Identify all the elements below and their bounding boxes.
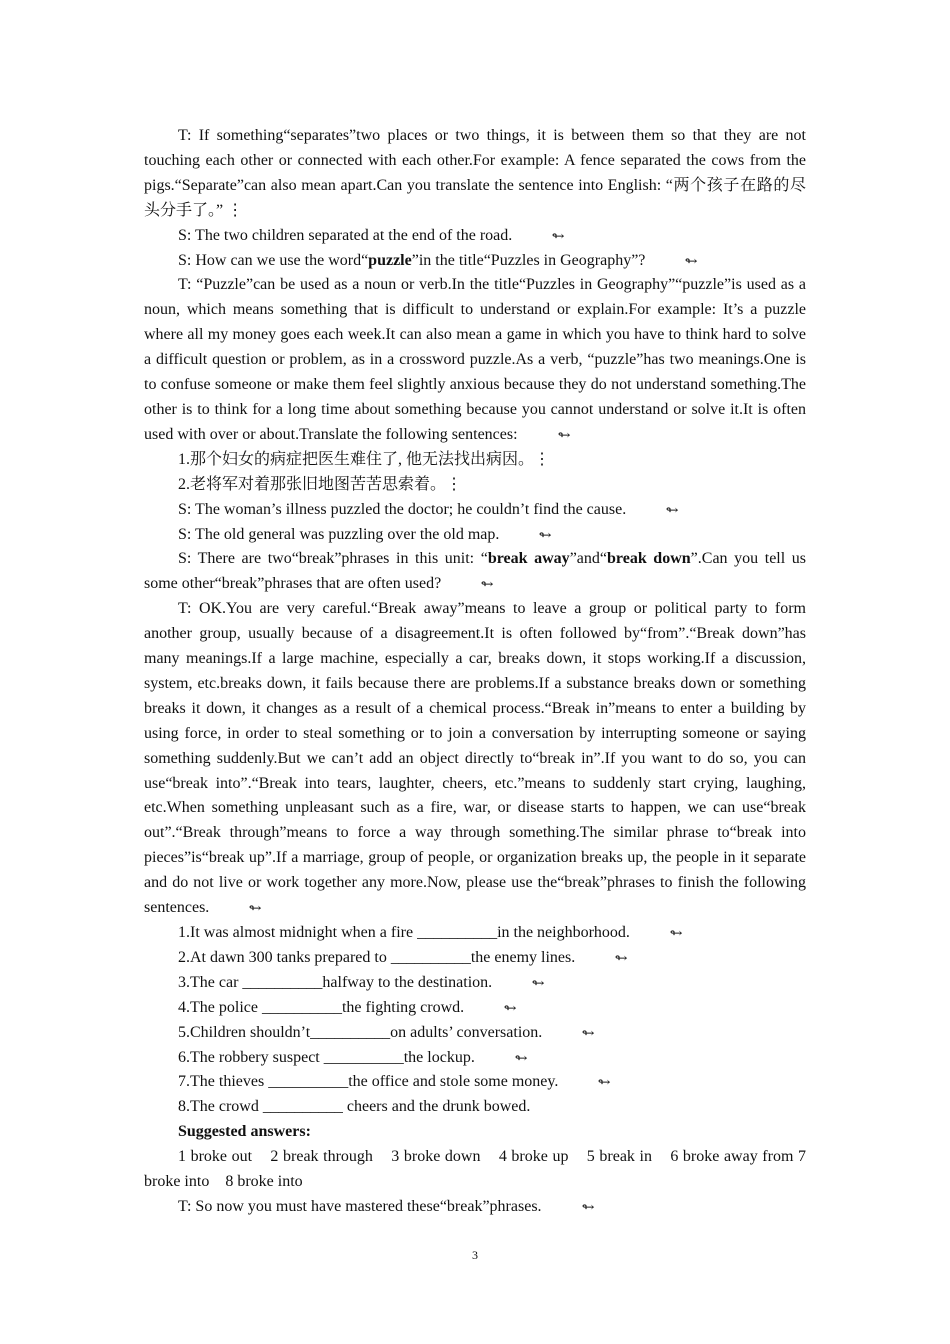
paragraph-mark-icon: ↬ [480, 577, 494, 592]
document-body [144, 124, 810, 1220]
paragraph [144, 224, 806, 249]
exercise-item [144, 1070, 806, 1095]
text: 1 broke out 2 break through 3 broke down 4 broke up 5 break in 6 broke away from 7 broke into 8 broke into [144, 1148, 810, 1191]
text: 7.The thieves __________the office and stole some money. [178, 1073, 559, 1091]
paragraph-mark-icon: ↬ [514, 1050, 528, 1065]
text: T: If something“separates”two places or two things, it is between them so that they are not touching each other or connected with each other.For example: A fence separated the cows from the pigs.“Separate”can also mean apart.Can you translate the sentence into English: “两个孩子在路的尽头分手了。” ⋮ [144, 127, 806, 219]
paragraph [144, 249, 806, 274]
paragraph [144, 273, 806, 447]
bold-text: Suggested answers: [178, 1123, 311, 1141]
text: 1.It was almost midnight when a fire __________in the neighborhood. [178, 924, 630, 941]
exercise-item [144, 1021, 806, 1046]
paragraph [144, 124, 806, 224]
text: 6.The robbery suspect __________the lockup. [178, 1048, 475, 1066]
text: T: OK.You are very careful.“Break away”means to leave a group or political party to form another group, usually because of a disagreement.It is often followed by“from”.“Break down”has many meanings.If a large machine, especially a car, breaks down, it stops working.If a discussion, system, etc.breaks down, it fails because there are problems.If a substance breaks down or something breaks it down, it changes as a result of a chemical process.“Break in”means to enter a building by using force, in order to steal something or to join a conversation by interrupting someone or saying something suddenly.But we can’t add an object directly to“break in”.If you want to do so, you can use“break into”.“Break into tears, laughter, cheers, etc.”means to suddenly start crying, laughing, etc.When something unpleasant such as a fire, war, or disease starts to happen, we can use“break out”.“Break through”means to force a way through something.The similar phrase to“break into pieces”is“break up”.If a marriage, group of people, or organization breaks up, the people in it separate and do not live or work together any more.Now, please use the“break”phrases to finish the following sentences. [144, 600, 806, 917]
paragraph [144, 597, 806, 921]
text: T: “Puzzle”can be used as a noun or verb.In the title“Puzzles in Geography”“puzzle”is used as a noun, which means something that is difficult to understand or explain.For example: It’s a puzzle where all my money goes each week.It can also mean a game in which you have to think hard to solve a difficult question or problem, as in a crossword puzzle.As a verb, “puzzle”has two meanings.One is to confuse someone or make them feel slightly anxious because they do not understand something.The other is to think for a long time about something because you cannot understand or solve it.It is often used with over or about.Translate the following sentences: [144, 276, 806, 443]
text: 5.Children shouldn’t__________on adults’ conversation. [178, 1023, 543, 1041]
paragraph-mark-icon: ↬ [557, 427, 571, 442]
paragraph-mark-icon: ↬ [538, 527, 553, 542]
paragraph [144, 523, 806, 548]
bold-text: break away [487, 550, 570, 568]
bold-text: puzzle [368, 251, 412, 269]
paragraph [144, 547, 806, 597]
exercise-item [144, 971, 806, 996]
paragraph-mark-icon: ↬ [503, 1000, 517, 1015]
text: 3.The car __________halfway to the destination. [178, 973, 493, 991]
paragraph-mark-icon: ↬ [597, 1075, 612, 1090]
exercise-item [144, 1095, 806, 1120]
text: S: The old general was puzzling over the old map. [178, 525, 500, 543]
paragraph [144, 1195, 806, 1220]
text: 2.老将军对着那张旧地图苦苦思索着。⋮ [178, 475, 463, 493]
paragraph [144, 473, 806, 498]
paragraph-mark-icon: ↬ [614, 950, 628, 965]
paragraph-mark-icon: ↬ [581, 1025, 595, 1040]
text: 8.The crowd __________ cheers and the drunk bowed. [178, 1098, 531, 1116]
paragraph [144, 498, 806, 523]
paragraph [144, 448, 806, 473]
text: 4.The police __________the fighting crowd. [178, 998, 465, 1016]
paragraph-mark-icon: ↬ [669, 926, 683, 940]
text: 1.那个妇女的病症把医生难住了, 他无法找出病因。⋮ [178, 450, 551, 468]
paragraph-mark-icon: ↬ [551, 228, 565, 243]
text: T: So now you must have mastered these“break”phrases. [178, 1197, 542, 1215]
text: ”and“ [569, 550, 607, 568]
paragraph-mark-icon: ↬ [248, 901, 262, 916]
page-number: 3 [472, 1248, 478, 1262]
text: 2.At dawn 300 tanks prepared to __________the enemy lines. [178, 948, 576, 966]
text: S: There are two“break”phrases in this unit: “ [178, 550, 488, 568]
answers [144, 1145, 810, 1195]
bold-text: break down [607, 550, 691, 568]
exercise-item [144, 946, 806, 971]
text: S: The woman’s illness puzzled the doctor; he couldn’t find the cause. [178, 500, 627, 518]
text: S: How can we use the word“ [178, 251, 369, 269]
answers-heading [144, 1120, 806, 1145]
paragraph-mark-icon: ↬ [684, 253, 699, 268]
exercise-item [144, 996, 806, 1021]
text: ”in the title“Puzzles in Geography”? [411, 251, 646, 269]
exercise-item [144, 1046, 806, 1071]
text: S: The two children separated at the end of the road. [178, 226, 513, 244]
text: ”.Can you tell us some other“break”phrases that are often used? [144, 550, 807, 593]
paragraph-mark-icon: ↬ [581, 1199, 595, 1214]
exercise-item [144, 921, 806, 946]
paragraph-mark-icon: ↬ [665, 502, 679, 517]
paragraph-mark-icon: ↬ [531, 975, 545, 990]
